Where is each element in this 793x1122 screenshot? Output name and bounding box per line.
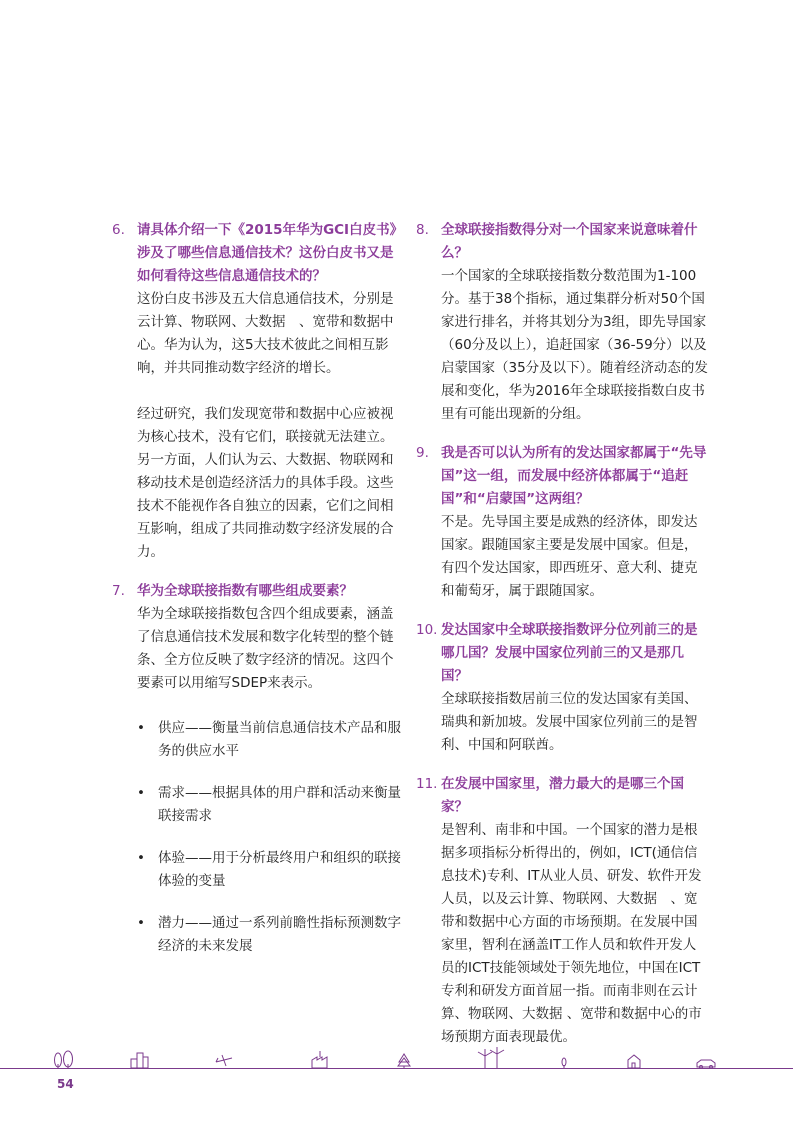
bullet-icon: • xyxy=(137,720,145,736)
bullet-item xyxy=(137,912,402,958)
answer-paragraph: 是智利、南非和中国。一个国家的潜力是根据多项指标分析得出的，例如，ICT(通信信息技术)专利、IT从业人员、研发、软件开发人员，以及云计算、物联网、大数据 、宽带和数据中心方面的市场预期。在发展中国家里，智利在涵盖IT工作人员和软件开发人员的ICT技能领域处于领先地位，中国在ICT专利和研发方面首屈一指。而南非则在云计算、物联网、大数据 、宽带和数据中心的市场预期方面表现最优。 xyxy=(441,822,702,1045)
qa-item-9 xyxy=(416,442,708,603)
airplane-icon xyxy=(216,1055,232,1066)
question-number: 8. xyxy=(416,222,429,238)
bullet-text: 供应——衡量当前信息通信技术产品和服务的供应水平 xyxy=(158,720,401,759)
factory-icon xyxy=(312,1051,327,1068)
bullet-icon: • xyxy=(137,915,145,931)
page-number: 54 xyxy=(57,1077,74,1091)
right-column xyxy=(416,219,708,1065)
question-number: 6. xyxy=(112,222,125,238)
question-title: 全球联接指数得分对一个国家来说意味着什么？ xyxy=(441,222,698,261)
house-icon xyxy=(628,1055,640,1068)
bullet-icon: • xyxy=(137,850,145,866)
qa-item-8 xyxy=(416,219,708,426)
bullet-text: 潜力——通过一系列前瞻性指标预测数字经济的未来发展 xyxy=(158,915,401,954)
answer-paragraph: 华为全球联接指数包含四个组成要素，涵盖了信息通信技术发展和数字化转型的整个链条、全方位反映了数字经济的情况。这四个要素可以用缩写SDEP来表示。 xyxy=(137,606,394,691)
trees-icon xyxy=(55,1051,73,1068)
left-column xyxy=(112,219,402,977)
bullet-list xyxy=(137,717,402,958)
footer-rule xyxy=(0,1068,793,1069)
question-title: 华为全球联接指数有哪些组成要素？ xyxy=(137,583,353,599)
qa-item-7 xyxy=(112,580,402,958)
question-title: 请具体介绍一下《2015年华为GCI白皮书》涉及了哪些信息通信技术？这份白皮书又是如何看待这些信息通信技术的？ xyxy=(137,222,397,284)
wind-turbines-icon xyxy=(478,1047,504,1069)
question-number: 7. xyxy=(112,583,125,599)
answer-paragraph: 一个国家的全球联接指数分数范围为1-100分。基于38个指标，通过集群分析对50个国家进行排名，并将其划分为3组，即先导国家（60分及以上），追赶国家（36-59分）以及启蒙国家（35分及以下）。随着经济动态的发展和变化，华为2016年全球联接指数白皮书里有可能出现新的分组。 xyxy=(441,268,708,422)
bullet-text: 需求——根据具体的用户群和活动来衡量联接需求 xyxy=(158,785,401,824)
question-title: 我是否可以认为所有的发达国家都属于“先导国”这一组，而发展中经济体都属于“追赶国”和“启蒙国”这两组？ xyxy=(441,445,707,507)
buildings-icon xyxy=(131,1053,148,1068)
answer-paragraph: 经过研究，我们发现宽带和数据中心应被视为核心技术，没有它们，联接就无法建立。另一方面，人们认为云、大数据、物联网和移动技术是创造经济活力的具体手段。这些技术不能视作各自独立的因素，它们之间相互影响，组成了共同推动数字经济发展的合力。 xyxy=(137,406,394,560)
bullet-icon: • xyxy=(137,785,145,801)
question-title: 在发展中国家里，潜力最大的是哪三个国家？ xyxy=(441,776,684,815)
footer-illustration xyxy=(0,1046,793,1070)
answer-paragraph: 不是。先导国主要是成熟的经济体，即发达国家。跟随国家主要是发展中国家。但是，有四个发达国家，即西班牙、意大利、捷克和葡萄牙，属于跟随国家。 xyxy=(441,514,698,599)
bullet-text: 体验——用于分析最终用户和组织的联接体验的变量 xyxy=(158,850,401,889)
qa-item-10 xyxy=(416,619,708,757)
answer-paragraph: 这份白皮书涉及五大信息通信技术，分别是云计算、物联网、大数据 、宽带和数据中心。华为认为，这5大技术彼此之间相互影响，并共同推动数字经济的增长。 xyxy=(137,291,394,376)
bullet-item xyxy=(137,782,402,828)
answer-paragraph: 全球联接指数居前三位的发达国家有美国、瑞典和新加坡。发展中国家位列前三的是智利、中国和阿联酋。 xyxy=(441,691,698,753)
bullet-item xyxy=(137,717,402,763)
tree-icon xyxy=(398,1054,410,1069)
qa-item-6 xyxy=(112,219,402,564)
qa-item-11 xyxy=(416,773,708,1049)
question-number: 10. xyxy=(416,622,438,638)
question-number: 9. xyxy=(416,445,429,461)
question-number: 11. xyxy=(416,776,438,792)
bullet-item xyxy=(137,847,402,893)
question-title: 发达国家中全球联接指数评分位列前三的是哪几国？发展中国家位列前三的又是那几国？ xyxy=(441,622,698,684)
